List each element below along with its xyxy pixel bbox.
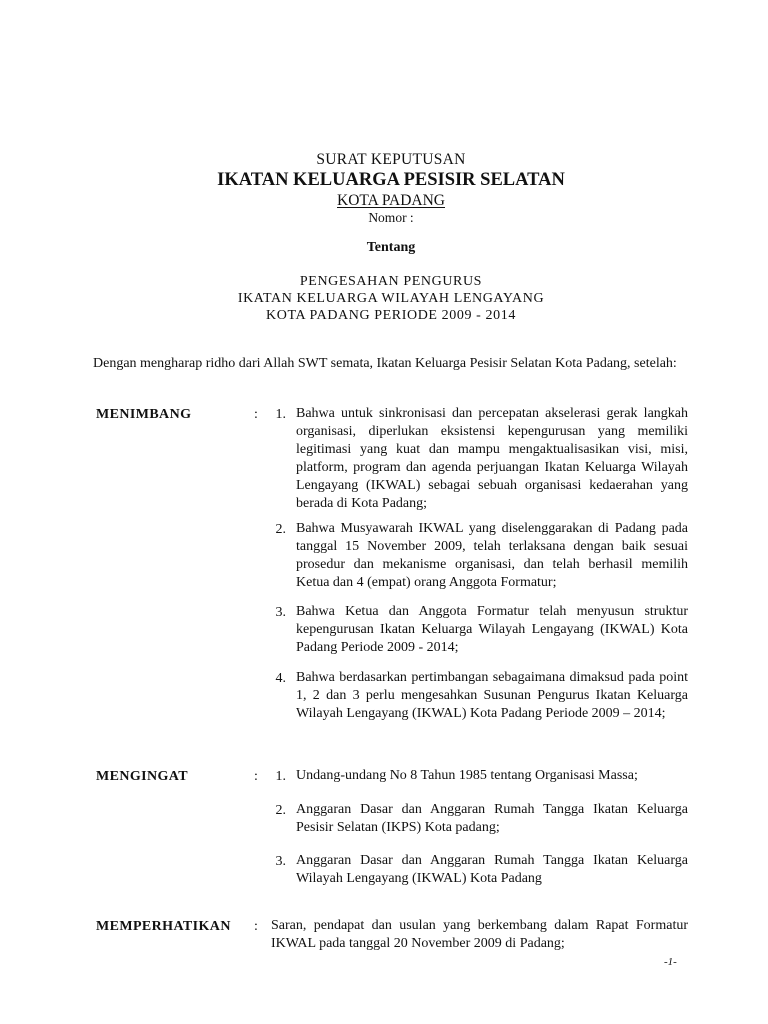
doc-subject-line: PENGESAHAN PENGURUS: [299, 274, 483, 289]
doc-title-city-text: KOTA PADANG: [337, 192, 445, 209]
mengingat-item: Anggaran Dasar dan Anggaran Rumah Tangga Ikatan Keluarga Pesisir Selatan (IKPS) Kota padang;: [296, 802, 688, 835]
section-colon: :: [254, 769, 258, 784]
doc-title-organization: IKATAN KELUARGA PESISIR SELATAN: [217, 170, 565, 190]
menimbang-item: Bahwa Ketua dan Anggota Formatur telah menyusun struktur kepengurusan Ikatan Keluarga Wilayah Lengayang (IKWAL) Kota Padang Periode 2009 - 2014;: [296, 604, 688, 655]
item-number: 3.: [275, 854, 286, 869]
doc-subject: [0, 273, 768, 324]
section-label-mengingat: MENGINGAT: [96, 769, 189, 784]
section-colon: :: [254, 919, 258, 934]
mengingat-item: Undang-undang No 8 Tahun 1985 tentang Organisasi Massa;: [296, 768, 638, 783]
item-number: 2.: [275, 803, 286, 818]
page-number: -1-: [664, 956, 677, 968]
section-colon: :: [254, 407, 258, 422]
doc-subject-line: KOTA PADANG PERIODE 2009 - 2014: [266, 308, 516, 323]
item-number: 3.: [275, 605, 286, 620]
doc-nomor: Nomor :: [368, 210, 414, 225]
item-number: 1.: [275, 407, 286, 422]
mengingat-item: Anggaran Dasar dan Anggaran Rumah Tangga Ikatan Keluarga Wilayah Lengayang (IKWAL) Kota Padang: [296, 853, 688, 886]
item-number: 2.: [275, 522, 286, 537]
doc-subject-line: IKATAN KELUARGA WILAYAH LENGAYANG: [237, 291, 545, 306]
doc-title-surat-keputusan: SURAT KEPUTUSAN: [316, 151, 466, 168]
menimbang-item: Bahwa berdasarkan pertimbangan sebagaimana dimaksud pada point 1, 2 dan 3 perlu mengesahkan Susunan Pengurus Ikatan Keluarga Wilayah Lengayang (IKWAL) Kota Padang Periode 2009 – 2014;: [296, 670, 688, 721]
item-number: 1.: [275, 769, 286, 784]
doc-tentang: Tentang: [366, 240, 416, 255]
item-number: 4.: [275, 671, 286, 686]
section-label-memperhatikan: MEMPERHATIKAN: [96, 919, 231, 934]
menimbang-item: Bahwa untuk sinkronisasi dan percepatan akselerasi gerak langkah organisasi, diperlukan eksistensi kepengurusan yang memiliki legitimasi yang kuat dan mampu mengaktualisasikan visi, misi, platform, program dan agenda perjuangan Ikatan Keluarga Wilayah Lengayang (IKWAL) sebagai sebuah organisasi kedaerahan yang berada di Kota Padang;: [296, 406, 688, 511]
menimbang-item: Bahwa Musyawarah IKWAL yang diselenggarakan di Padang pada tanggal 15 November 2009, telah terlaksana dengan baik sesuai prosedur dan mekanisme organisasi, dan telah berhasil memilih Ketua dan 4 (empat) orang Anggota Formatur;: [296, 521, 688, 590]
memperhatikan-text: Saran, pendapat dan usulan yang berkembang dalam Rapat Formatur IKWAL pada tanggal 20 November 2009 di Padang;: [271, 918, 688, 951]
intro-paragraph: Dengan mengharap ridho dari Allah SWT semata, Ikatan Keluarga Pesisir Selatan Kota Padang, setelah:: [93, 356, 677, 371]
doc-title-city: [0, 192, 768, 210]
section-label-menimbang: MENIMBANG: [96, 407, 192, 422]
